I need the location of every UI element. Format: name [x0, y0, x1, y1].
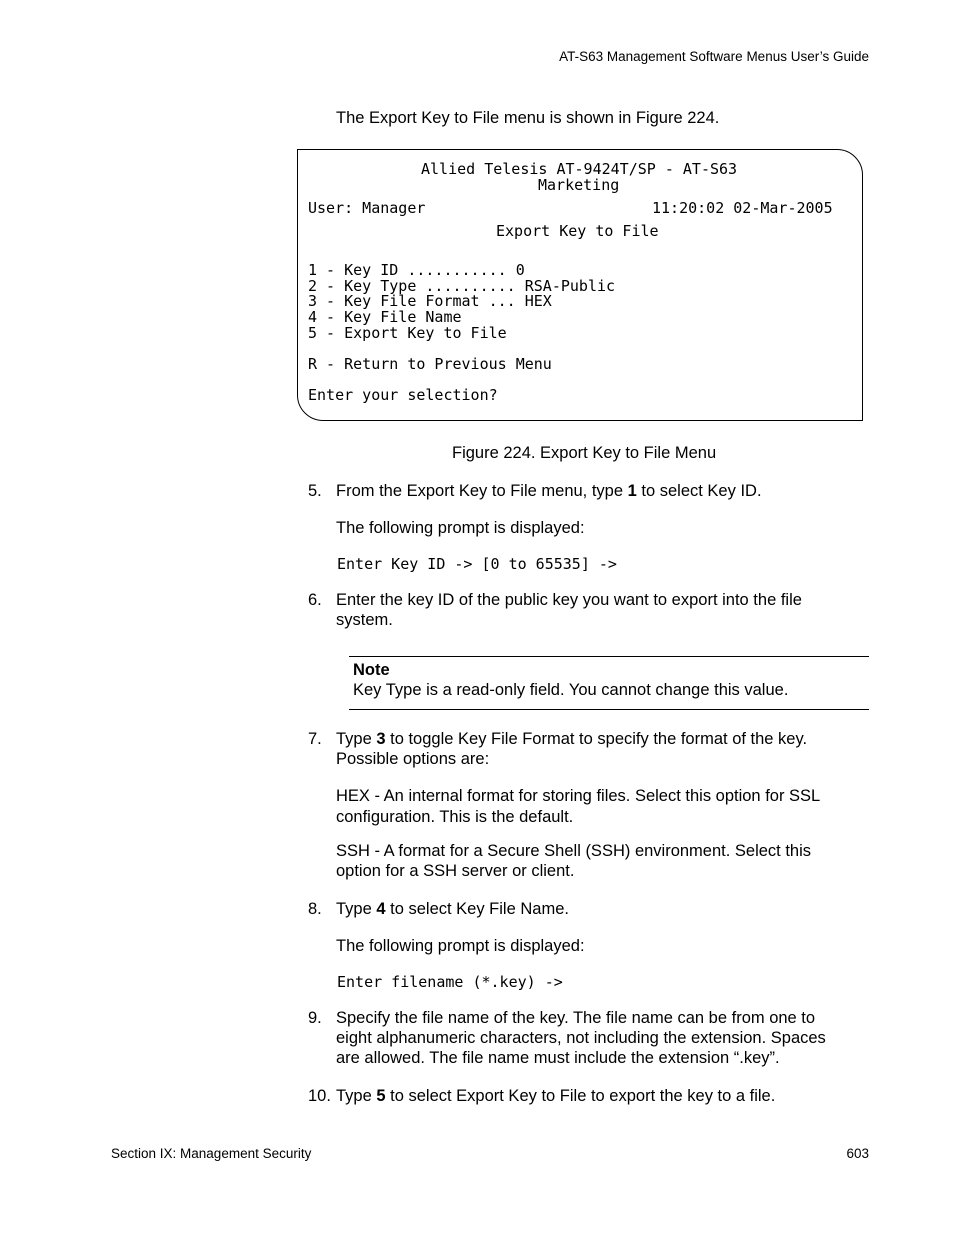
terminal-prompt: Enter your selection? [308, 386, 498, 404]
step-7-line2: Possible options are: [336, 750, 490, 768]
note-box [349, 656, 869, 710]
intro-text: The Export Key to File menu is shown in Figure 224. [336, 109, 720, 127]
step-5-text: From the Export Key to File menu, type 1 to select Key ID. [336, 482, 762, 500]
menu-item-key-file-name: 4 - Key File Name [308, 308, 462, 326]
page-number: 603 [846, 1146, 869, 1161]
step-8-prompt-intro: The following prompt is displayed: [336, 937, 585, 955]
step-9-line1: Specify the file name of the key. The file name can be from one to [336, 1009, 816, 1027]
step-5-prompt-intro: The following prompt is displayed: [336, 519, 585, 537]
step-number: 6. [308, 591, 322, 609]
menu-item-key-file-format: 3 - Key File Format ... HEX [308, 292, 552, 310]
step-number: 5. [308, 482, 322, 500]
terminal-screen [297, 149, 863, 421]
step-5-prompt: Enter Key ID -> [0 to 65535] -> [337, 555, 617, 573]
menu-item-key-id: 1 - Key ID ........... 0 [308, 261, 525, 279]
step-number: 10. [308, 1087, 331, 1105]
step-6-line1: Enter the key ID of the public key you want to export into the file [336, 591, 802, 609]
terminal-user: User: Manager [308, 199, 426, 217]
terminal-datetime: 11:20:02 02-Mar-2005 [652, 199, 833, 217]
running-header: AT-S63 Management Software Menus User’s Guide [559, 49, 869, 64]
step-number: 9. [308, 1009, 322, 1027]
terminal-menu-title: Export Key to File [496, 222, 659, 240]
step-7-line1: Type 3 to toggle Key File Format to specify the format of the key. [336, 730, 808, 748]
figure-caption: Figure 224. Export Key to File Menu [452, 444, 717, 462]
hex-option-line1: HEX - An internal format for storing files. Select this option for SSL [336, 787, 821, 805]
menu-item-export-key: 5 - Export Key to File [308, 324, 507, 342]
step-number: 7. [308, 730, 322, 748]
ssh-option-line1: SSH - A format for a Secure Shell (SSH) environment. Select this [336, 842, 812, 860]
menu-item-key-type: 2 - Key Type .......... RSA-Public [308, 277, 616, 295]
ssh-option-line2: option for a SSH server or client. [336, 862, 575, 880]
footer-section: Section IX: Management Security [111, 1146, 312, 1161]
step-6-line2: system. [336, 611, 393, 629]
menu-item-return: R - Return to Previous Menu [308, 355, 552, 373]
step-8-text: Type 4 to select Key File Name. [336, 900, 569, 918]
step-8-prompt: Enter filename (*.key) -> [337, 973, 563, 991]
terminal-system-line: Allied Telesis AT-9424T/SP - AT-S63 [421, 160, 738, 178]
note-text: Key Type is a read-only field. You cannot change this value. [353, 681, 789, 699]
note-title: Note [353, 661, 390, 679]
step-9-line2: eight alphanumeric characters, not including the extension. Spaces [336, 1029, 826, 1047]
hex-option-line2: configuration. This is the default. [336, 808, 574, 826]
step-number: 8. [308, 900, 322, 918]
step-10-text: Type 5 to select Export Key to File to export the key to a file. [336, 1087, 776, 1105]
step-9-line3: are allowed. The file name must include the extension “.key”. [336, 1049, 780, 1067]
terminal-location-line: Marketing [538, 176, 620, 194]
